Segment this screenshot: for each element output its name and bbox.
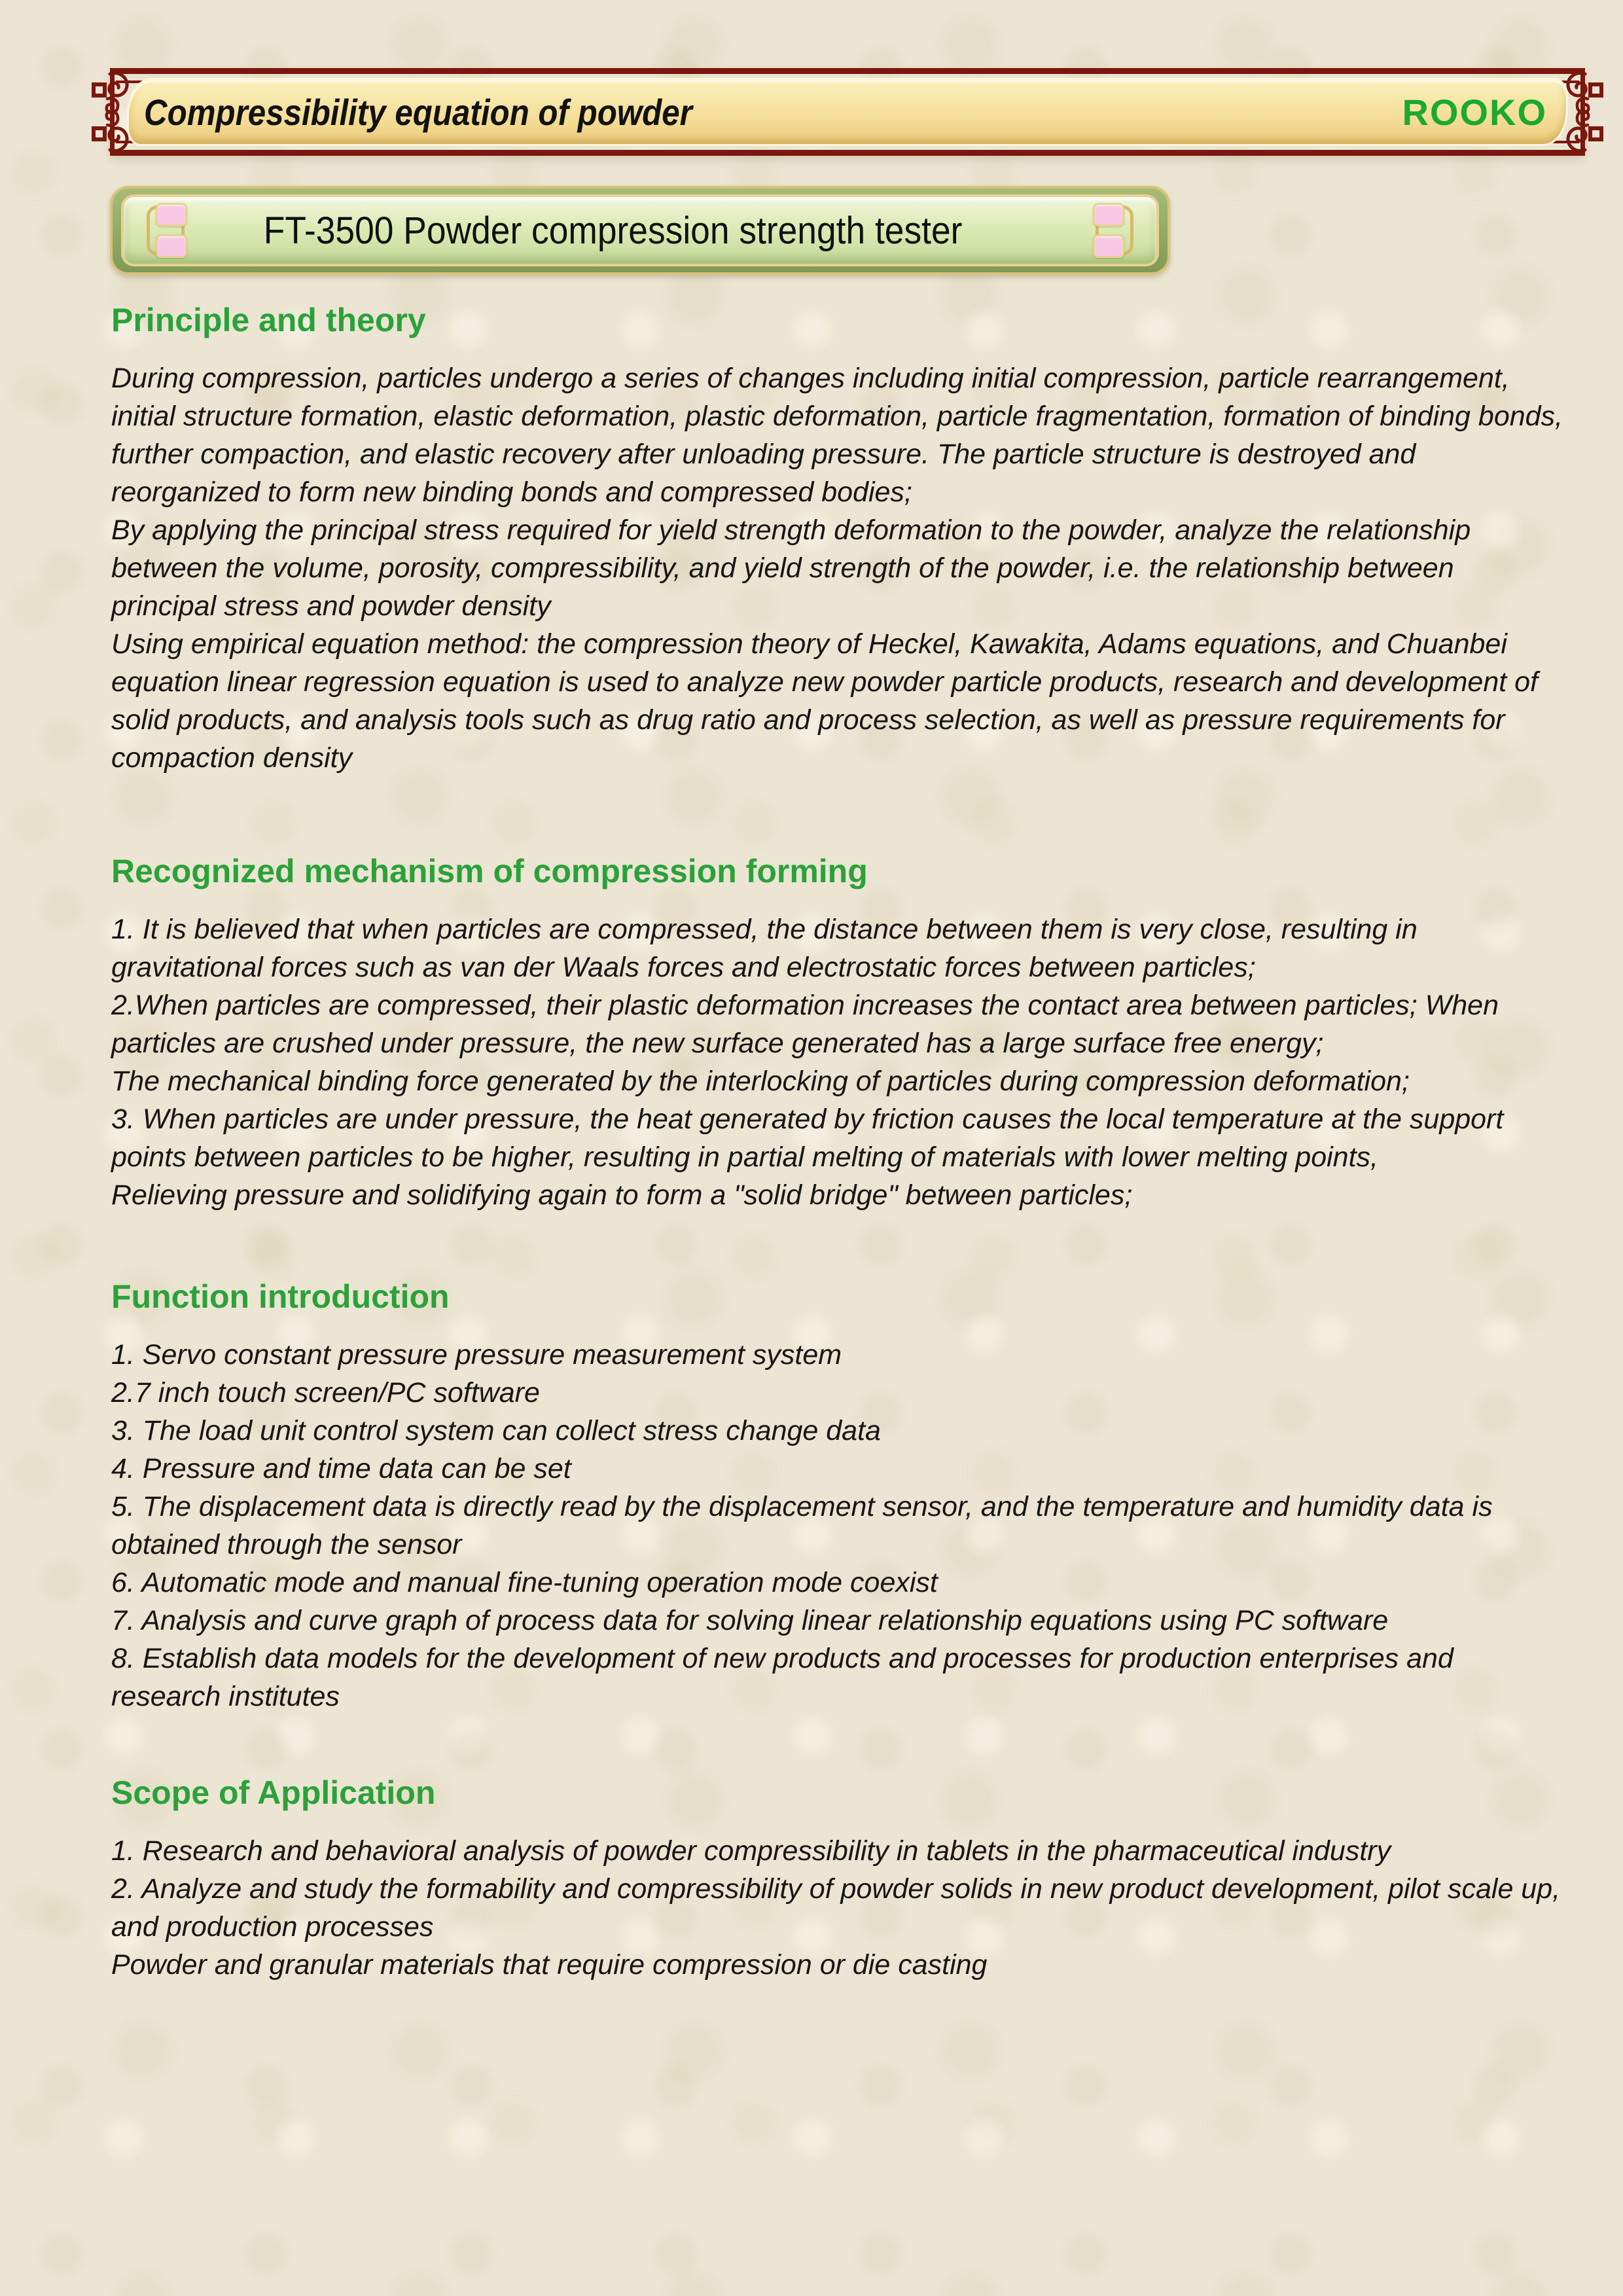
paragraph: During compression, particles undergo a series of changes including initial compression, particle rearrangement, initial structure formation, elastic deformation, plastic deformation, particle fragmentation, formation of binding bonds, further compaction, and elastic recovery after unloading pressure. The particle structure is destroyed and reorganized to form new binding bonds and compressed bodies; — [111, 363, 1563, 508]
section-body — [111, 359, 1564, 777]
header-banner — [110, 68, 1585, 156]
paragraph: 6. Automatic mode and manual fine-tuning operation mode coexist — [111, 1567, 938, 1598]
paragraph: 1. Servo constant pressure pressure measurement system — [111, 1339, 842, 1371]
section-body — [111, 910, 1564, 1214]
model-banner — [110, 186, 1170, 275]
corner-flourish-icon — [1559, 69, 1605, 115]
corner-flourish-icon — [90, 109, 136, 155]
paragraph: 1. Research and behavioral analysis of powder compressibility in tablets in the pharmaceutical industry — [111, 1835, 1391, 1867]
section-scope — [111, 1776, 1564, 1984]
section-heading: Principle and theory — [111, 302, 426, 338]
section-mechanism — [111, 854, 1564, 1214]
paragraph: 8. Establish data models for the development of new products and processes for production enterprises and research institutes — [111, 1643, 1454, 1712]
paragraph: Powder and granular materials that require compression or die casting — [111, 1949, 988, 1981]
section-body — [111, 1336, 1564, 1715]
paragraph: 3. When particles are under pressure, the heat generated by friction causes the local temperature at the support points between particles to be higher, resulting in partial melting of materials with lower melting points, — [111, 1103, 1504, 1173]
paragraph: 3. The load unit control system can collect stress change data — [111, 1415, 881, 1446]
section-heading: Function introduction — [111, 1278, 450, 1315]
section-heading: Recognized mechanism of compression forming — [111, 853, 868, 889]
paragraph: 1. It is believed that when particles are compressed, the distance between them is very close, resulting in gravitational forces such as van der Waals forces and electrostatic forces between particles; — [111, 914, 1418, 983]
paragraph: By applying the principal stress required for yield strength deformation to the powder, analyze the relationship between the volume, porosity, compressibility, and yield strength of the powder, i.e. the relationship between principal stress and powder density — [111, 514, 1471, 622]
content-area — [111, 303, 1564, 1984]
paragraph: 7. Analysis and curve graph of process data for solving linear relationship equations using PC software — [111, 1605, 1389, 1636]
page-title: Compressibility equation of powder — [144, 91, 692, 133]
paragraph: Using empirical equation method: the compression theory of Heckel, Kawakita, Adams equations, and Chuanbei equation linear regression equation is used to analyze new powder particle products, research and development of solid products, and analysis tools such as drug ratio and process selection, as well as pressure requirements for compaction density — [111, 628, 1539, 774]
section-body — [111, 1832, 1564, 1984]
paragraph: The mechanical binding force generated by the interlocking of particles during compression deformation; — [111, 1066, 1410, 1097]
corner-flourish-icon — [90, 69, 136, 115]
paragraph: 4. Pressure and time data can be set — [111, 1453, 571, 1484]
section-principle — [111, 303, 1564, 777]
paragraph: 2. Analyze and study the formability and compressibility of powder solids in new product development, pilot scale up, and production processes — [111, 1873, 1561, 1943]
corner-flourish-icon — [1559, 109, 1605, 155]
paragraph: Relieving pressure and solidifying again to form a "solid bridge" between particles; — [111, 1179, 1133, 1211]
section-functions — [111, 1280, 1564, 1715]
brand-logo: ROOKO — [1402, 91, 1547, 133]
paragraph: 2.7 inch touch screen/PC software — [111, 1377, 540, 1408]
section-heading: Scope of Application — [111, 1774, 436, 1811]
paragraph: 2.When particles are compressed, their plastic deformation increases the contact area between particles; When particles are crushed under pressure, the new surface generated has a large surface free energy; — [111, 990, 1499, 1059]
paragraph: 5. The displacement data is directly read by the displacement sensor, and the temperature and humidity data is obtained through the sensor — [111, 1491, 1493, 1560]
model-name: FT-3500 Powder compression strength tester — [263, 209, 963, 252]
